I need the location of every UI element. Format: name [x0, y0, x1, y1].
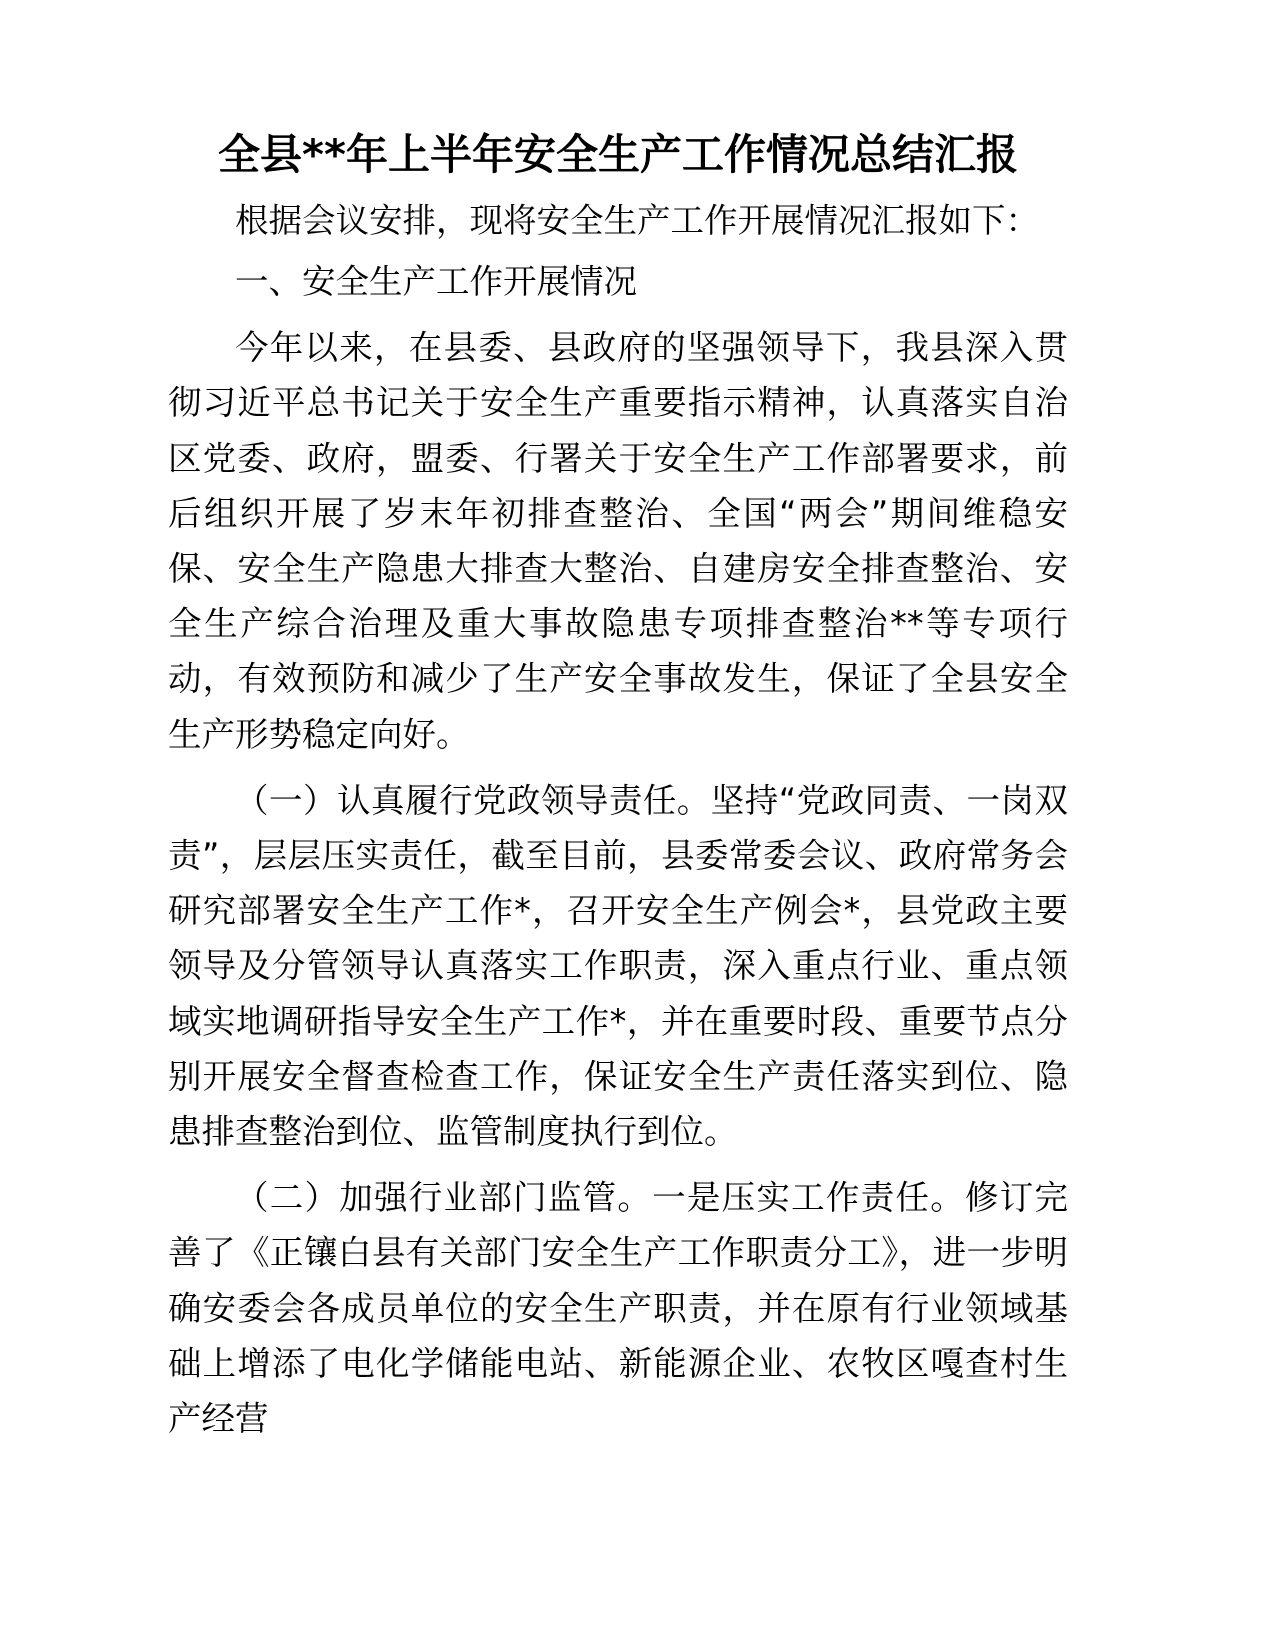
document-body: [168, 128, 1068, 1446]
section-heading-one: 一、安全生产工作开展情况: [235, 261, 637, 301]
paragraph-body-one: 今年以来，在县委、县政府的坚强领导下，我县深入贯彻习近平总书记关于安全生产重要指示精神，认真落实自治区党委、政府，盟委、行署关于安全生产工作部署要求，前后组织开展了岁末年初排查整治、全国“两会”期间维稳安保、安全生产隐患大排查大整治、自建房安全排查整治、安全生产综合治理及重大事故隐患专项排查整治**等专项行动，有效预防和减少了生产安全事故发生，保证了全县安全生产形势稳定向好。: [168, 328, 1068, 754]
paragraph-subsection-one: （一）认真履行党政领导责任。坚持“党政同责、一岗双责”，层层压实责任，截至目前，县委常委会议、政府常务会研究部署安全生产工作*，召开安全生产例会*，县党政主要领导及分管领导认真落实工作职责，深入重点行业、重点领域实地调研指导安全生产工作*，并在重要时段、重要节点分别开展安全督查检查工作，保证安全生产责任落实到位、隐患排查整治到位、监管制度执行到位。: [168, 780, 1068, 1151]
paragraph-subsection-two: （二）加强行业部门监管。一是压实工作责任。修订完善了《正镶白县有关部门安全生产工作职责分工》，进一步明确安委会各成员单位的安全生产职责，并在原有行业领域基础上增添了电化学储能电站、新能源企业、农牧区嘎查村生产经营: [168, 1178, 1068, 1439]
paragraph-lead: 根据会议安排，现将安全生产工作开展情况汇报如下：: [235, 200, 1039, 240]
page-title: 全县**年上半年安全生产工作情况总结汇报: [218, 130, 1018, 179]
